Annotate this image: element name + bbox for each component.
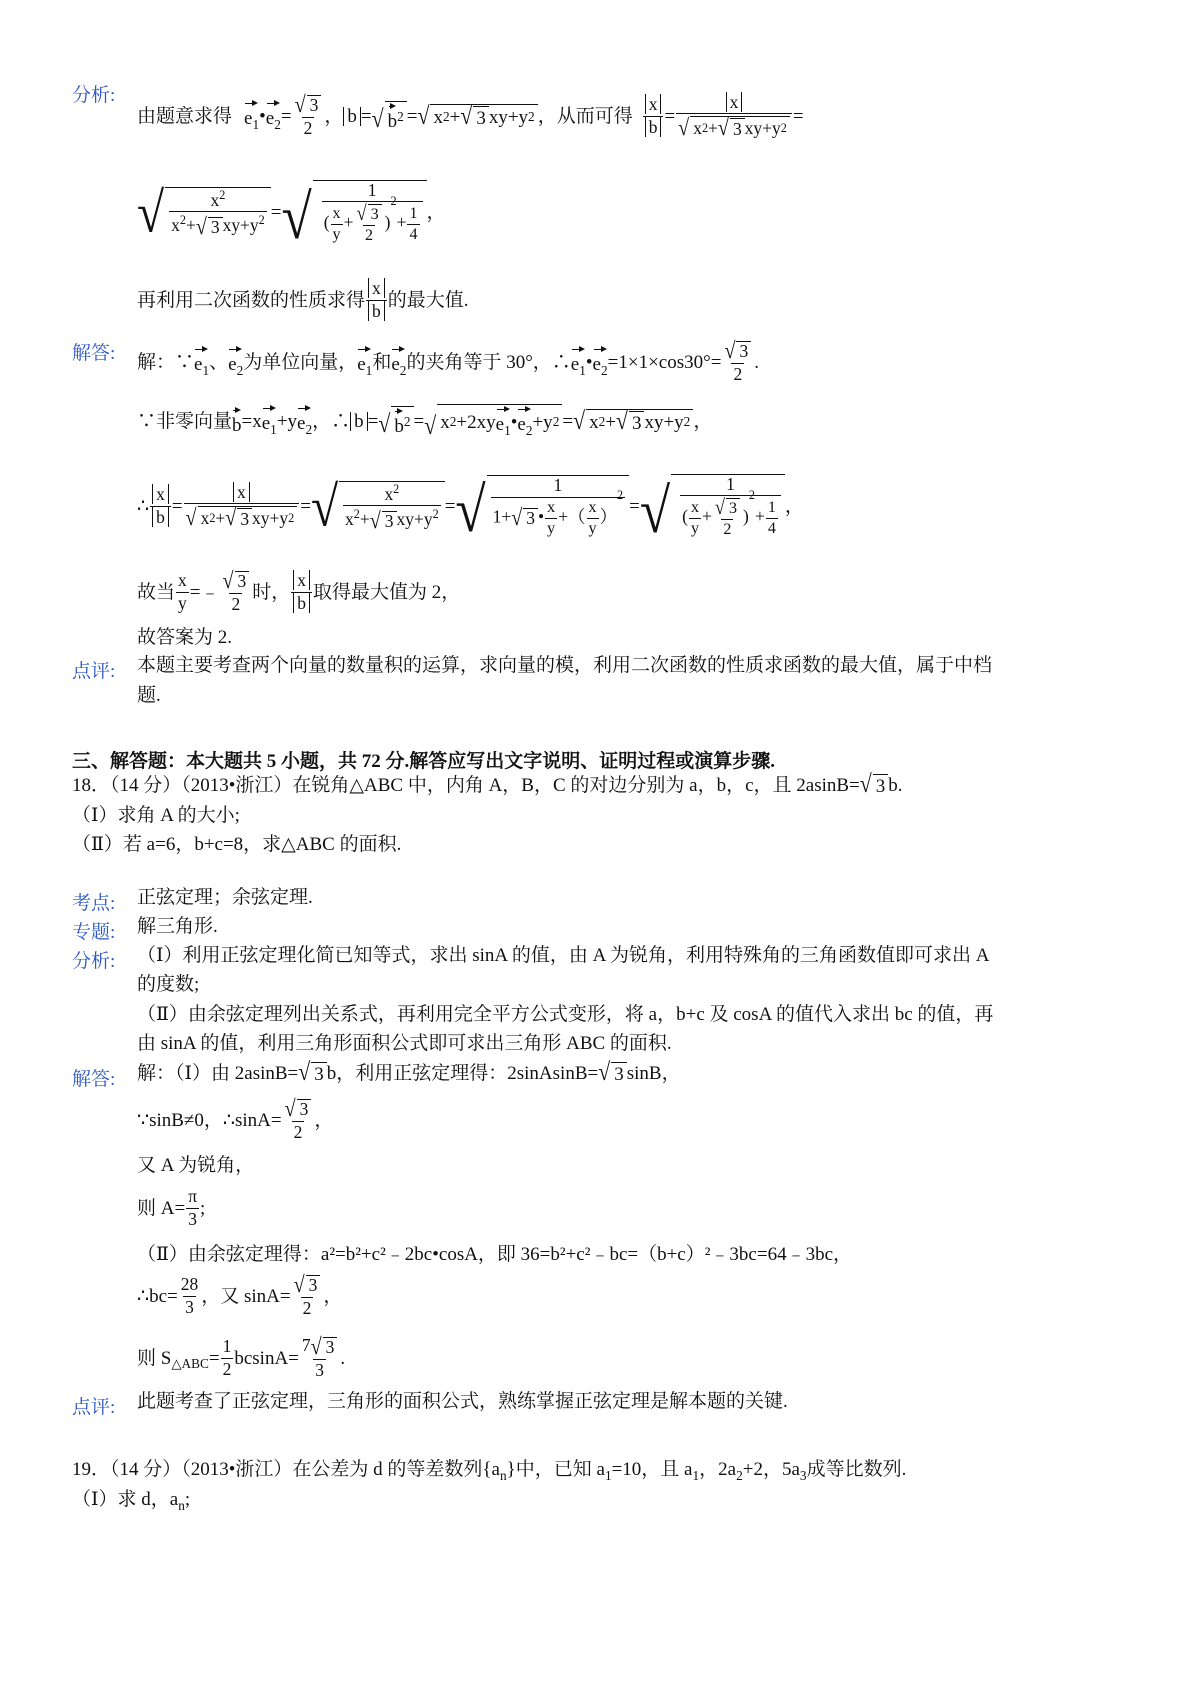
- q18-answer-label: 解答:: [72, 1069, 116, 1090]
- zhuanti-label: 专题:: [72, 922, 116, 943]
- q18-analysis-2b: 由 sinA 的值，利用三角形面积公式即可求出三角形 ABC 的面积.: [137, 1033, 672, 1054]
- fraction-abs-x-over-norm: x √ x 2 + √ 3 xy+y 2: [676, 94, 792, 139]
- answer-line2: ∵非零向量 b =x $e_1$ +y $e_2$ ，∴ b = √ b 2 = √ x 2 +2xy $e_1$ • $e_2$ +y 2 = √ x 2 + √ 3 xy+y 2 ，: [137, 396, 712, 446]
- text: =10，且 a: [611, 1459, 693, 1480]
- fraction-sqrt3-over-2: √ 3 2: [293, 95, 324, 138]
- text: b，利用正弦定理得：2sinAsinB=: [326, 1062, 599, 1084]
- text: ;: [184, 1489, 191, 1510]
- text: 由题意求得: [137, 105, 233, 127]
- text: 则 A=: [137, 1197, 186, 1219]
- q19-stem: 19．（14 分）（2013•浙江）在公差为 d 的等差数列$\{a_n\}$中，已知 $a_1=10$，且 $a_1$，$2a_2+2$，$5a_3$成等比数列.: [72, 1459, 907, 1483]
- q18-analysis-1a: （Ⅰ）利用正弦定理化简已知等式，求出 sinA 的值，由 A 为锐角，利用特殊角的三角函数值即可求出 A: [137, 945, 990, 966]
- text: =1×1×cos30°=: [607, 351, 722, 373]
- subscript: △ABC: [171, 1356, 209, 1372]
- text: 解：（Ⅰ）由 2asinB=: [137, 1062, 299, 1084]
- text: 18．（14 分）（2013•浙江）在锐角△ABC 中，内角 A，B，C 的对边分别为 a，b，c，且 2asinB=: [72, 774, 860, 796]
- text: 、: [209, 351, 229, 373]
- text: 成等比数列.: [806, 1459, 907, 1480]
- analysis-label: 分析:: [72, 85, 116, 106]
- answer-line1: 解：∵ $e_1$ 、 $e_2$ 为单位向量， $e_1$ 和 $e_2$ 的夹角等于 30°，∴ $e_1$ • $e_2$ =1×1×cos30°= √ 3 2 .: [137, 338, 759, 384]
- answer-line5: 故答案为 2.: [137, 627, 233, 648]
- answer-line4: 故当 $\frac{x}{y}$ =﹣ √ 3 2 时， $\frac{x}{b}$ 取得最大值为 2，: [137, 568, 461, 614]
- text: （Ⅰ）求 d，a: [72, 1489, 179, 1510]
- q18-part1: （Ⅰ）求角 A 的大小;: [72, 805, 240, 826]
- vector-e1: $e_1$: [571, 346, 586, 377]
- kaodian-text: 正弦定理；余弦定理.: [137, 887, 313, 908]
- sqrt-completed-square: √ 1 ( $\frac{x}{y}$ + √ 3 2 )$^2$+ $\frac{1}{4}$: [281, 180, 426, 244]
- text: 故当: [137, 581, 176, 603]
- kaodian-label: 考点:: [72, 893, 116, 914]
- analysis-formula-line1: 由题意求得 $e_1$ • $e_2$ = √ 3 2 ， b = √ b 2 = √ x 2 + √ 3 xy+y 2 ，从而可得 $\frac{x}{b}$ = x √ x 2 + √ 3 xy+y 2 =: [137, 91, 804, 141]
- section-title: 三、解答题：本大题共 5 小题，共 72 分.解答应写出文字说明、证明过程或演算步骤.: [72, 751, 776, 772]
- vector-e2: $e_2$: [266, 100, 281, 131]
- text: 则 S: [137, 1347, 172, 1369]
- vector-e1: $e_1$: [244, 100, 259, 131]
- answer-line3: ∴ $\frac{x}{b}$ = x √ x 2 + √ 3 xy+y 2 = √ $x^2$ $x^2+$ √ 3 $xy+y^2$ = √ 1 1+ √ 3 • $\frac{x}{y}$ +（ $\frac{x}{y}$ ）$^2$ = √ 1 ( $\frac{x}{y}$ + √ 3 2 )$^2$+ $\frac{1}{4}$ ，: [137, 473, 804, 546]
- q18-answer-line2: ∵sinB≠0，∴sinA= √ 3 2 ，: [137, 1096, 334, 1142]
- text: b.: [888, 774, 903, 796]
- q18-answer-line5: （Ⅱ）由余弦定理得：a²=b²+c²﹣2bc•cosA，即 36=b²+c²﹣bc=（b+c）²﹣3bc=64﹣3bc，: [137, 1244, 853, 1265]
- q18-analysis-1b: 的度数;: [137, 974, 200, 995]
- text: +2，5a: [742, 1459, 800, 1480]
- q18-comment-label: 点评:: [72, 1397, 116, 1418]
- q19-part1: （Ⅰ）求 d，$a_n$;: [72, 1489, 191, 1513]
- vector-e2: $e_2$: [593, 346, 608, 377]
- text: bcsinA=: [234, 1347, 299, 1369]
- text: 取得最大值为 2，: [312, 581, 461, 603]
- text: ∵非零向量: [137, 410, 233, 432]
- text: ，2a: [699, 1459, 737, 1480]
- text: 时，: [252, 581, 291, 603]
- sqrt-norm: √ x 2 + √ 3 xy+y 2: [417, 104, 537, 128]
- text: ，又 sinA=: [201, 1285, 291, 1307]
- q18-answer-line1: 解：（Ⅰ）由 2asinB= √ 3 b，利用正弦定理得：2sinAsinB= √ 3 sinB，: [137, 1058, 681, 1086]
- answer-label: 解答:: [72, 343, 116, 364]
- vector-e1: $e_1$: [194, 346, 209, 377]
- text: 的夹角等于 30°，∴: [406, 351, 571, 373]
- text: ，∴: [312, 410, 351, 432]
- q18-answer-line4: 则 A= $\frac{\pi}{3}$ ;: [137, 1186, 206, 1229]
- q18-answer-line7: 则 S $_{\triangle ABC}$ = $\frac{1}{2}$ bcsinA= 7 √ 3 3 .: [137, 1334, 346, 1380]
- sqrt-b2: √ b 2: [372, 101, 407, 131]
- q18-answer-line6: ∴bc= $\frac{28}{3}$ ，又 sinA= √ 3 2 ，: [137, 1272, 343, 1318]
- q18-analysis-2a: （Ⅱ）由余弦定理列出关系式，再利用完全平方公式变形，将 a，b+c 及 cosA 的值代入求出 bc 的值，再: [137, 1004, 994, 1025]
- vector-e2: $e_2$: [391, 346, 406, 377]
- text: sinB，: [626, 1062, 681, 1084]
- text: 再利用二次函数的性质求得: [137, 289, 366, 311]
- analysis-formula-line2: √ $x^2$ $x^2+$ √ 3 $xy+y^2$ = √ 1 ( $\frac{x}{y}$ + √ 3 2 )$^2$+ $\frac{1}{4}$ ，: [137, 179, 446, 252]
- text: 的最大值.: [387, 289, 469, 311]
- q18-comment: 此题考查了正弦定理，三角形的面积公式，熟练掌握正弦定理是解本题的关键.: [137, 1391, 788, 1412]
- text: 解：∵: [137, 351, 195, 373]
- text: ，从而可得: [537, 105, 633, 127]
- q18-analysis-label: 分析:: [72, 951, 116, 972]
- vector-e1: $e_1$: [357, 346, 372, 377]
- fraction-abs-x-over-abs-b: $\frac{x}{b}$: [643, 96, 664, 136]
- comment-line1: 本题主要考查两个向量的数量积的运算，求向量的模，利用二次函数的性质求函数的最大值，属于中档: [137, 655, 993, 676]
- text: }中，已知 a: [506, 1459, 605, 1480]
- vector-e2: $e_2$: [228, 346, 243, 377]
- fraction-sqrt3-over-2: √ 3 2: [722, 341, 753, 384]
- comment-line2: 题.: [137, 685, 161, 706]
- text: 和: [372, 351, 392, 373]
- q18-stem: 18．（14 分）（2013•浙江）在锐角△ABC 中，内角 A，B，C 的对边分别为 a，b，c，且 2asinB= √ 3 b.: [72, 770, 903, 798]
- text: 19．（14 分）（2013•浙江）在公差为 d 的等差数列{a: [72, 1459, 500, 1480]
- analysis-line3: [137, 272, 469, 328]
- zhuanti-text: 解三角形.: [137, 916, 218, 937]
- q18-answer-line3: 又 A 为锐角，: [137, 1155, 255, 1176]
- text: ∴bc=: [137, 1285, 178, 1307]
- fraction-abs-x-over-abs-b: $\frac{x}{b}$: [366, 280, 387, 320]
- sqrt-ratio: √ $x^2$ $x^2+$ √ 3 $xy+y^2$: [137, 187, 271, 237]
- comment-label: 点评:: [72, 661, 116, 682]
- text: 为单位向量，: [243, 351, 358, 373]
- text: ∵sinB≠0，∴sinA=: [137, 1109, 282, 1131]
- q18-part2: （Ⅱ）若 a=6，b+c=8，求△ABC 的面积.: [72, 834, 402, 855]
- text: =: [208, 1347, 220, 1369]
